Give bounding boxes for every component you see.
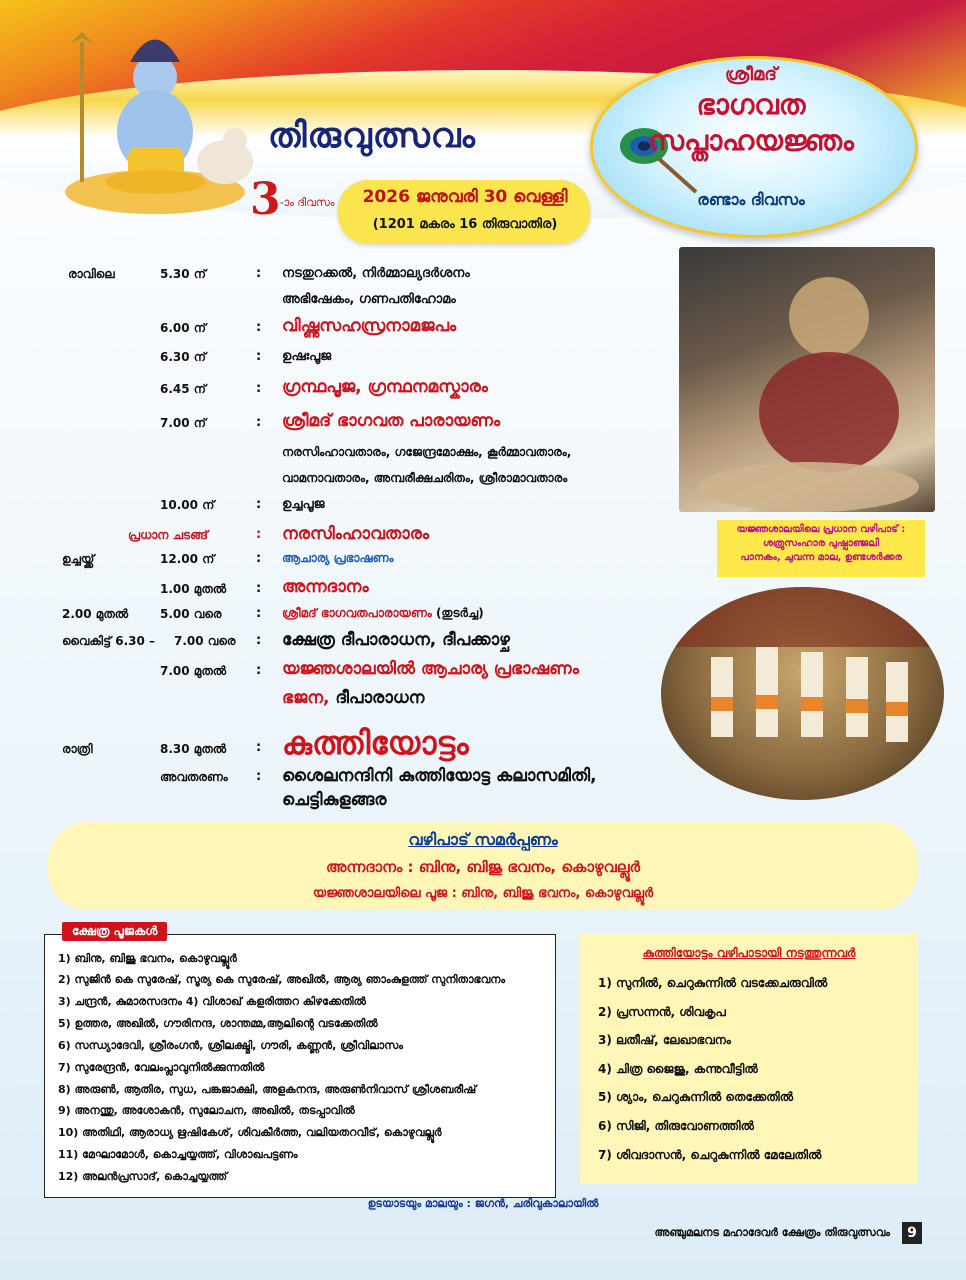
schedule-text: ശൈലനന്ദിനി കുത്തിയോട്ട കലാസമിതി, bbox=[282, 766, 597, 786]
yagnashala-offering-box bbox=[717, 520, 925, 577]
schedule-colon: : bbox=[256, 415, 262, 430]
schedule-colon: : bbox=[256, 497, 262, 512]
schedule-time: 1.00 മുതൽ bbox=[160, 582, 227, 596]
footer-temple-name: അഞ്ചുമലനട മഹാദേവർ ക്ഷേത്രം തിരുവുത്സവം bbox=[654, 1226, 890, 1239]
badge-line-1: ശ്രീമദ് bbox=[724, 64, 778, 85]
schedule-text: ശ്രീമദ് ഭാഗവത പാരായണം bbox=[282, 411, 501, 431]
schedule-colon: : bbox=[256, 663, 262, 678]
schedule-colon: : bbox=[256, 606, 262, 621]
kuthiyottam-list-item: 5) ശ്യാം, ചെറുകുന്നിൽ തെക്കേതിൽ bbox=[598, 1090, 794, 1104]
offering-line-3: പാനകം, ചുവന്ന മാല, ഉണ്ടശർക്കര bbox=[740, 552, 902, 563]
day-number: 3 bbox=[250, 174, 281, 225]
schedule-time: 6.30 ന് bbox=[160, 350, 207, 364]
schedule-text: വിഷ്ണുസഹസ്രനാമജപം bbox=[282, 316, 457, 336]
schedule-text: ഉഷഃപൂജ bbox=[282, 349, 332, 364]
schedule-text bbox=[282, 688, 424, 708]
kuthiyottam-list-item: 7) ശിവദാസൻ, ചെറുകുന്നിൽ മേലേതിൽ bbox=[598, 1148, 822, 1162]
priest-list-item: 9) അനന്തു, അശോകൻ, സുലോചന, അഖിൽ, തടപ്പാവിൽ bbox=[58, 1104, 355, 1117]
schedule-text: അഭിഷേകം, ഗണപതിഹോമം bbox=[282, 292, 456, 307]
page-title: തിരുവുത്സവം bbox=[268, 116, 476, 156]
priest-list-item: 3) ചന്ദ്രൻ, കുമാരസദനം 4) വിശാഖ് കളരിത്തറ കിഴക്കേതിൽ bbox=[58, 995, 366, 1008]
priest-list-item: 2) സുജിൻ കെ സുരേഷ്, സൂര്യ കെ സുരേഷ്, അഖിൽ, ആര്യ ഞാംകുളത്ത് സുനിതാഭവനം bbox=[58, 973, 506, 986]
schedule-colon: : bbox=[256, 581, 262, 596]
schedule-time: 6.45 ന് bbox=[160, 382, 207, 396]
schedule-text bbox=[282, 606, 484, 621]
priest-list-item: 12) അലൻപ്രസാദ്, കൊച്ചയ്യത്ത് bbox=[58, 1170, 228, 1183]
schedule-time: 6.00 ന് bbox=[160, 321, 207, 335]
priest-list-item: 6) സന്ധ്യാദേവി, ശ്രീരംഗൻ, ശ്രീലക്ഷ്മി, ഗൗരി, കണ്ണൻ, ശ്രീവിലാസം bbox=[58, 1039, 403, 1052]
sponsorship-line-2: യജ്ഞശാലയിലെ പൂജ : ബിനു, ബിജു ഭവനം, കൊഴുവല്ലൂർ bbox=[312, 886, 654, 901]
schedule-colon: : bbox=[256, 769, 262, 784]
schedule-colon: : bbox=[256, 551, 262, 566]
priest-list-item: 7) സുരേന്ദ്രൻ, വേലംപ്ലാവുനിൽക്കുന്നതിൽ bbox=[58, 1061, 265, 1074]
priest-list-item: 10) അതിഥി, ആരാധ്യ ഋഷികേശ്, ശിവകീർത്ത, വലിയതറവീട്, കൊഴുവല്ലൂർ bbox=[58, 1126, 442, 1139]
schedule-text-extra: (തുടർച്ച) bbox=[431, 606, 484, 620]
schedule-text: നരസിംഹാവതാരം, ഗജേന്ദ്രമോക്ഷം, കൂർമ്മാവതാരം, bbox=[282, 445, 572, 459]
schedule-colon: : bbox=[256, 381, 262, 396]
schedule-time: 7.00 വരെ bbox=[174, 634, 236, 648]
schedule-time: 7.00 ന് bbox=[160, 416, 207, 430]
kuthiyottam-list-item: 3) ലതീഷ്, ലേഖാഭവനം bbox=[598, 1033, 731, 1047]
badge-line-4: രണ്ടാം ദിവസം bbox=[697, 190, 805, 209]
footer-credit: ഉടയാടയും മാലയും : ജഗൻ, ചരിവുകാലായിൽ bbox=[367, 1197, 599, 1210]
schedule-label: പ്രധാന ചടങ്ങ് bbox=[128, 528, 208, 542]
kuthiyottam-image bbox=[661, 587, 944, 800]
schedule-label: രാത്രി bbox=[62, 742, 93, 756]
priest-list-item: 5) ഉത്തര, അഖിൽ, ഗൗരിനന്ദ, ശാന്തമ്മ,ആലിന്റെ വടക്കേതിൽ bbox=[58, 1017, 378, 1030]
kuthiyottam-list-item: 4) ചിത്ര ജൈജു, കന്നുവീട്ടിൽ bbox=[598, 1062, 758, 1076]
schedule-colon: : bbox=[256, 266, 262, 281]
schedule-colon: : bbox=[256, 633, 262, 648]
priests-title: ക്ഷേത്ര പൂജകൾ bbox=[62, 922, 167, 941]
schedule-time: അവതരണം bbox=[160, 770, 228, 784]
kuthiyottam-list-item: 1) സുനിൽ, ചെറുകുന്നിൽ വടക്കേചരുവിൽ bbox=[598, 976, 828, 990]
page-number: 9 bbox=[902, 1222, 922, 1244]
schedule-time: 10.00 ന് bbox=[160, 498, 215, 512]
schedule-label: ഉച്ചയ്ക്ക് bbox=[62, 552, 95, 566]
schedule-text-main: ശ്രീമദ് ഭാഗവതപാരായണം bbox=[282, 606, 432, 620]
sponsorship-line-1: അന്നദാനം : ബിനു, ബിജു ഭവനം, കൊഴുവല്ലൂർ bbox=[325, 858, 641, 876]
schedule-text: ആചാര്യ പ്രഭാഷണം bbox=[282, 551, 394, 565]
schedule-text: കുത്തിയോട്ടം bbox=[282, 724, 469, 762]
shiva-illustration bbox=[60, 22, 260, 222]
date-sub: (1201 മകരം 16 തിരുവാതിര) bbox=[372, 217, 558, 232]
priest-list-item: 1) ബിനു, ബിജു ഭവനം, കൊഴുവല്ലൂർ bbox=[58, 952, 237, 965]
kuthiyottam-box bbox=[580, 934, 918, 1184]
day-suffix: -ാം ദിവസം bbox=[280, 196, 335, 209]
schedule-colon: : bbox=[256, 349, 262, 364]
schedule-text-main: ഭജന, bbox=[282, 688, 330, 708]
schedule-label: രാവിലെ bbox=[68, 267, 115, 281]
offering-line-1: യജ്ഞശാലയിലെ പ്രധാന വഴിപാട് : bbox=[736, 524, 906, 535]
badge-line-2: ഭാഗവത bbox=[696, 88, 806, 121]
schedule-colon: : bbox=[256, 527, 262, 542]
schedule-text: വാമനാവതാരം, അമ്പരീക്ഷചരിതം, ശ്രീരാമാവതാരം bbox=[282, 471, 568, 485]
date-main: 2026 ജനുവരി 30 വെള്ളി bbox=[362, 187, 568, 207]
schedule-text: ക്ഷേത്ര ദീപാരാധന, ദീപക്കാഴ്ച bbox=[282, 630, 510, 650]
schedule-text: ഗ്രന്ഥപൂജ, ഗ്രന്ഥനമസ്കാരം bbox=[282, 377, 488, 397]
schedule-text: നരസിംഹാവതാരം bbox=[282, 524, 430, 544]
priest-list-item: 8) അരുൺ, ആതിര, സുധ, പങ്കജാക്ഷി, അളകനന്ദ, അരുൺനിവാസ് ശ്രീശബരീഷ് bbox=[58, 1083, 477, 1096]
priest-list-item: 11) മേഘാമോൾ, കൊച്ചയ്യത്ത്, വിശാഖപട്ടണം bbox=[58, 1148, 298, 1161]
kuthiyottam-list-item: 6) സിജി, തിരുവോണത്തിൽ bbox=[598, 1119, 755, 1133]
schedule-text: യജ്ഞശാലയിൽ ആചാര്യ പ്രഭാഷണം bbox=[282, 659, 579, 679]
schedule-text-extra: ദീപാരാധന bbox=[329, 688, 425, 708]
schedule-colon: : bbox=[256, 320, 262, 335]
narasimha-image bbox=[679, 247, 935, 512]
schedule-time: 8.30 മുതൽ bbox=[160, 742, 227, 756]
kuthiyottam-title: കുത്തിയോട്ടം വഴിപാടായി നടത്തുന്നവർ bbox=[642, 946, 856, 960]
schedule-colon: : bbox=[256, 740, 262, 755]
badge-line-3: സപ്താഹയജ്ഞം bbox=[648, 124, 854, 157]
schedule-time: 12.00 ന് bbox=[160, 552, 215, 566]
kuthiyottam-list-item: 2) പ്രസന്നൻ, ശിവകൃപ bbox=[598, 1005, 726, 1019]
schedule-time: 5.30 ന് bbox=[160, 267, 207, 281]
schedule-text: അന്നദാനം bbox=[282, 577, 369, 597]
schedule-label: 2.00 മുതൽ bbox=[62, 607, 129, 621]
schedule-time: 7.00 മുതൽ bbox=[160, 664, 227, 678]
schedule-text: നടതുറക്കൽ, നിർമ്മാല്യദർശനം bbox=[282, 266, 470, 281]
schedule-text: ഉച്ചപൂജ bbox=[282, 497, 325, 512]
sponsorship-title: വഴിപാട് സമർപ്പണം bbox=[408, 830, 558, 849]
schedule-label: വൈകിട്ട് 6.30 – bbox=[62, 634, 156, 648]
schedule-time: 5.00 വരെ bbox=[160, 607, 222, 621]
schedule-text: ചെട്ടികുളങ്ങര bbox=[282, 790, 387, 810]
offering-line-2: ശത്രുസംഹാര പുഷ്പാഞ്ജലി bbox=[762, 538, 880, 549]
